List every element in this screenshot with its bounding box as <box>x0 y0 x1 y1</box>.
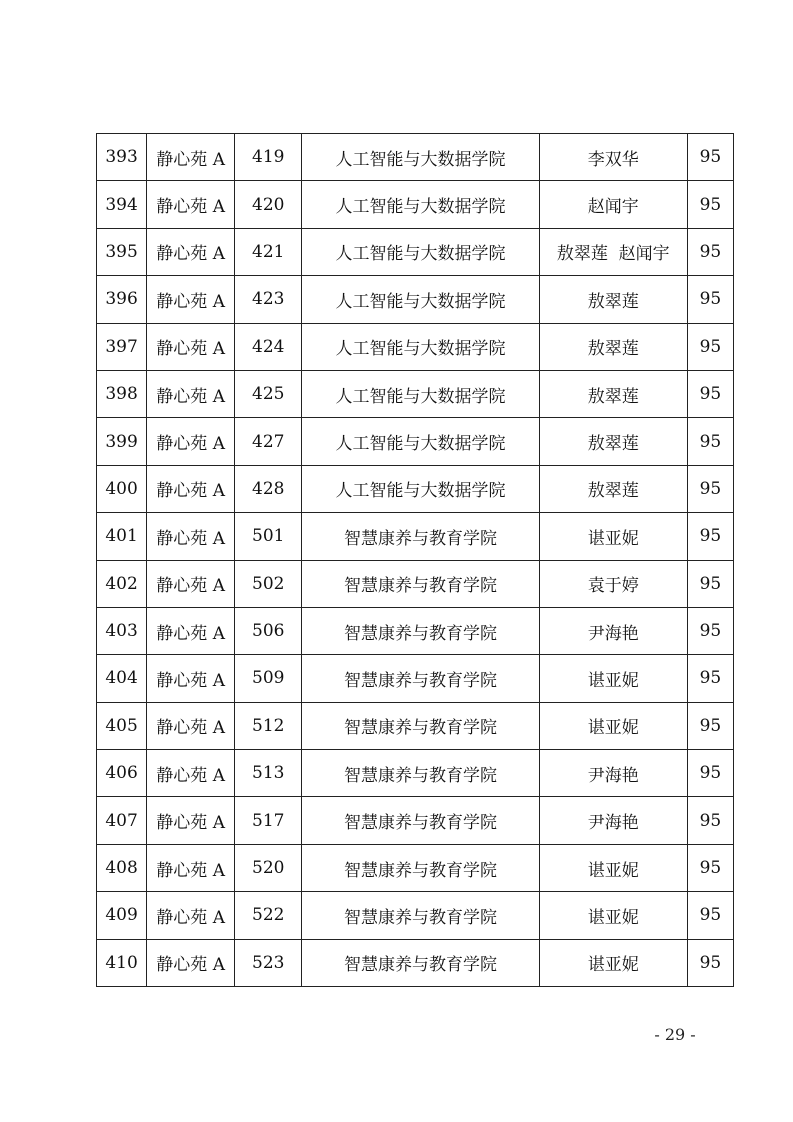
row-number: 400 <box>97 465 147 512</box>
teacher-name: 袁于婷 <box>539 560 687 607</box>
teacher-name: 谌亚妮 <box>539 939 687 986</box>
college-name: 人工智能与大数据学院 <box>302 465 539 512</box>
building-name: 静心苑 A <box>147 513 235 560</box>
building-name: 静心苑 A <box>147 134 235 181</box>
college-name: 智慧康养与教育学院 <box>302 560 539 607</box>
table-row <box>97 370 734 417</box>
score: 95 <box>687 844 733 891</box>
table-row <box>97 276 734 323</box>
room-number: 523 <box>235 939 302 986</box>
table-row <box>97 181 734 228</box>
teacher-name: 敖翠莲 <box>539 418 687 465</box>
college-name: 智慧康养与教育学院 <box>302 655 539 702</box>
score: 95 <box>687 276 733 323</box>
table-row <box>97 323 734 370</box>
row-number: 402 <box>97 560 147 607</box>
room-number: 506 <box>235 607 302 654</box>
building-name: 静心苑 A <box>147 465 235 512</box>
row-number: 407 <box>97 797 147 844</box>
score: 95 <box>687 797 733 844</box>
teacher-name: 敖翠莲 <box>539 370 687 417</box>
building-name: 静心苑 A <box>147 702 235 749</box>
room-number: 427 <box>235 418 302 465</box>
table-row <box>97 702 734 749</box>
score: 95 <box>687 513 733 560</box>
room-number: 424 <box>235 323 302 370</box>
table-row <box>97 844 734 891</box>
room-number: 513 <box>235 750 302 797</box>
teacher-name: 谌亚妮 <box>539 844 687 891</box>
teacher-name: 尹海艳 <box>539 750 687 797</box>
college-name: 人工智能与大数据学院 <box>302 370 539 417</box>
teacher-name: 谌亚妮 <box>539 655 687 702</box>
teacher-name: 敖翠莲 <box>539 276 687 323</box>
building-name: 静心苑 A <box>147 323 235 370</box>
table-row <box>97 513 734 560</box>
building-name: 静心苑 A <box>147 797 235 844</box>
college-name: 智慧康养与教育学院 <box>302 513 539 560</box>
row-number: 408 <box>97 844 147 891</box>
room-number: 512 <box>235 702 302 749</box>
teacher-name: 谌亚妮 <box>539 513 687 560</box>
college-name: 人工智能与大数据学院 <box>302 181 539 228</box>
college-name: 智慧康养与教育学院 <box>302 939 539 986</box>
table-row <box>97 655 734 702</box>
building-name: 静心苑 A <box>147 276 235 323</box>
college-name: 人工智能与大数据学院 <box>302 134 539 181</box>
score: 95 <box>687 560 733 607</box>
building-name: 静心苑 A <box>147 844 235 891</box>
score: 95 <box>687 323 733 370</box>
building-name: 静心苑 A <box>147 607 235 654</box>
score: 95 <box>687 702 733 749</box>
teacher-name: 敖翠莲 赵闻宇 <box>539 228 687 275</box>
row-number: 410 <box>97 939 147 986</box>
building-name: 静心苑 A <box>147 655 235 702</box>
teacher-name: 谌亚妮 <box>539 702 687 749</box>
building-name: 静心苑 A <box>147 750 235 797</box>
score: 95 <box>687 228 733 275</box>
table-row <box>97 607 734 654</box>
row-number: 401 <box>97 513 147 560</box>
page-number: - 29 - <box>654 1025 696 1044</box>
college-name: 人工智能与大数据学院 <box>302 228 539 275</box>
row-number: 405 <box>97 702 147 749</box>
building-name: 静心苑 A <box>147 939 235 986</box>
row-number: 394 <box>97 181 147 228</box>
room-number: 425 <box>235 370 302 417</box>
table-row <box>97 797 734 844</box>
college-name: 智慧康养与教育学院 <box>302 607 539 654</box>
score: 95 <box>687 418 733 465</box>
college-name: 人工智能与大数据学院 <box>302 276 539 323</box>
score: 95 <box>687 607 733 654</box>
table-row <box>97 418 734 465</box>
row-number: 397 <box>97 323 147 370</box>
building-name: 静心苑 A <box>147 228 235 275</box>
score: 95 <box>687 181 733 228</box>
row-number: 396 <box>97 276 147 323</box>
college-name: 人工智能与大数据学院 <box>302 323 539 370</box>
row-number: 403 <box>97 607 147 654</box>
score: 95 <box>687 750 733 797</box>
room-number: 423 <box>235 276 302 323</box>
table-row <box>97 939 734 986</box>
teacher-name: 敖翠莲 <box>539 465 687 512</box>
teacher-name: 谌亚妮 <box>539 892 687 939</box>
table-row <box>97 750 734 797</box>
score: 95 <box>687 370 733 417</box>
building-name: 静心苑 A <box>147 181 235 228</box>
row-number: 398 <box>97 370 147 417</box>
college-name: 智慧康养与教育学院 <box>302 844 539 891</box>
teacher-name: 李双华 <box>539 134 687 181</box>
row-number: 393 <box>97 134 147 181</box>
building-name: 静心苑 A <box>147 560 235 607</box>
row-number: 409 <box>97 892 147 939</box>
table-body <box>97 134 734 987</box>
row-number: 404 <box>97 655 147 702</box>
college-name: 智慧康养与教育学院 <box>302 750 539 797</box>
row-number: 395 <box>97 228 147 275</box>
score: 95 <box>687 939 733 986</box>
teacher-name: 赵闻宇 <box>539 181 687 228</box>
score: 95 <box>687 465 733 512</box>
college-name: 智慧康养与教育学院 <box>302 797 539 844</box>
college-name: 智慧康养与教育学院 <box>302 702 539 749</box>
table-row <box>97 228 734 275</box>
college-name: 人工智能与大数据学院 <box>302 418 539 465</box>
room-number: 421 <box>235 228 302 275</box>
table-row <box>97 892 734 939</box>
room-number: 420 <box>235 181 302 228</box>
room-number: 419 <box>235 134 302 181</box>
room-number: 502 <box>235 560 302 607</box>
building-name: 静心苑 A <box>147 418 235 465</box>
teacher-name: 尹海艳 <box>539 797 687 844</box>
room-number: 428 <box>235 465 302 512</box>
score: 95 <box>687 134 733 181</box>
score: 95 <box>687 655 733 702</box>
room-number: 501 <box>235 513 302 560</box>
row-number: 399 <box>97 418 147 465</box>
room-number: 509 <box>235 655 302 702</box>
room-number: 520 <box>235 844 302 891</box>
score: 95 <box>687 892 733 939</box>
table-row <box>97 134 734 181</box>
teacher-name: 敖翠莲 <box>539 323 687 370</box>
teacher-name: 尹海艳 <box>539 607 687 654</box>
table-row <box>97 465 734 512</box>
table-row <box>97 560 734 607</box>
college-name: 智慧康养与教育学院 <box>302 892 539 939</box>
row-number: 406 <box>97 750 147 797</box>
building-name: 静心苑 A <box>147 892 235 939</box>
room-number: 522 <box>235 892 302 939</box>
room-number: 517 <box>235 797 302 844</box>
building-name: 静心苑 A <box>147 370 235 417</box>
dormitory-score-table <box>96 133 734 987</box>
